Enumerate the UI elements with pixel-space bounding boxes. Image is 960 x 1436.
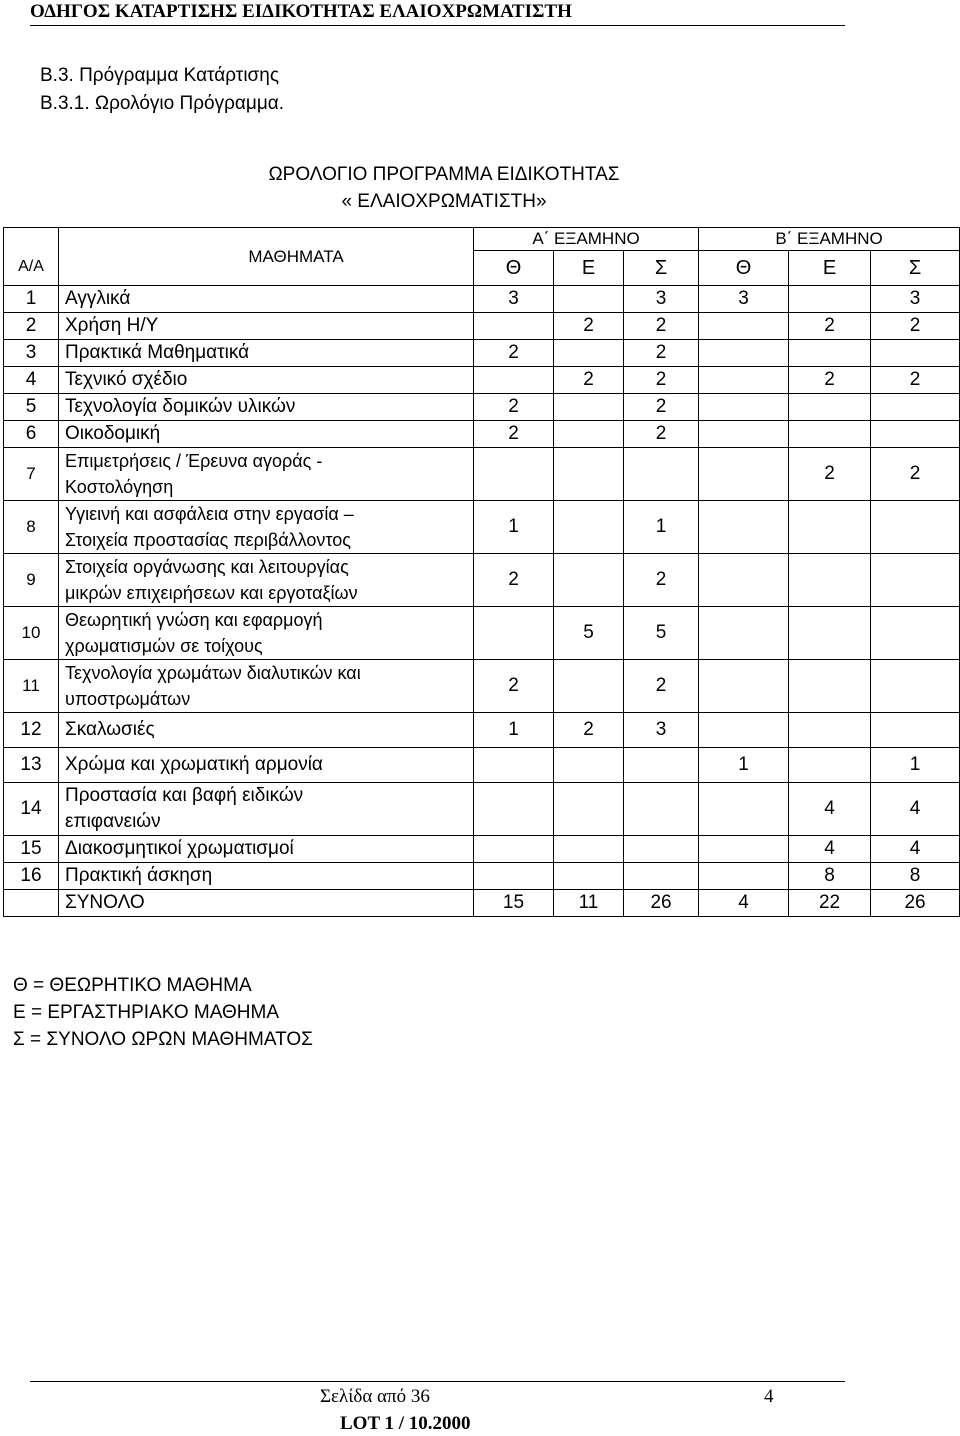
header-col-total-b: Σ <box>871 251 960 286</box>
hours-theory-a: 2 <box>474 421 554 448</box>
footer-page-number: 4 <box>764 1386 774 1407</box>
table-row <box>4 286 960 313</box>
header-col-theory-b: Θ <box>699 251 789 286</box>
subject-line2: Στοιχεία προστασίας περιβάλλοντος <box>65 530 351 550</box>
total-lab-a: 11 <box>554 890 624 917</box>
row-number: 6 <box>4 421 59 448</box>
table-title-line1: ΩΡΟΛΟΓΙΟ ΠΡΟΓΡΑΜΜΑ ΕΙΔΙΚΟΤΗΤΑΣ <box>268 164 620 185</box>
subject-cell <box>59 448 474 501</box>
hours-theory-b <box>699 367 789 394</box>
hours-theory-b <box>699 448 789 501</box>
subject-cell: Διακοσμητικοί χρωματισμοί <box>59 836 474 863</box>
subject-line2: χρωματισμών σε τοίχους <box>65 636 263 656</box>
table-row <box>4 607 960 660</box>
hours-total-a <box>624 783 699 836</box>
hours-total-a <box>624 863 699 890</box>
hours-total-b: 2 <box>871 313 960 340</box>
hours-lab-b <box>789 286 871 313</box>
hours-total-b: 1 <box>871 748 960 783</box>
hours-theory-b: 3 <box>699 286 789 313</box>
table-row <box>4 660 960 713</box>
legend-lab: Ε = ΕΡΓΑΣΤΗΡΙΑΚΟ ΜΑΘΗΜΑ <box>13 1002 280 1023</box>
hours-total-b: 2 <box>871 448 960 501</box>
hours-total-b <box>871 421 960 448</box>
hours-theory-b <box>699 340 789 367</box>
hours-theory-b <box>699 554 789 607</box>
hours-lab-a <box>554 394 624 421</box>
header-col-total-a: Σ <box>624 251 699 286</box>
hours-total-a: 2 <box>624 313 699 340</box>
hours-theory-a: 1 <box>474 501 554 554</box>
schedule-table <box>3 227 960 917</box>
subject-line1: Υγιεινή και ασφάλεια στην εργασία – <box>65 504 354 524</box>
subject-cell: Τεχνικό σχέδιο <box>59 367 474 394</box>
hours-theory-b <box>699 394 789 421</box>
hours-theory-a: 2 <box>474 394 554 421</box>
subject-cell <box>59 783 474 836</box>
hours-theory-b <box>699 607 789 660</box>
hours-total-b <box>871 501 960 554</box>
header-aa: Α/Α <box>4 228 59 286</box>
hours-total-b: 4 <box>871 836 960 863</box>
hours-total-a: 2 <box>624 554 699 607</box>
hours-theory-b <box>699 660 789 713</box>
hours-total-b <box>871 660 960 713</box>
table-row <box>4 421 960 448</box>
hours-total-a: 1 <box>624 501 699 554</box>
subject-cell: Πρακτική άσκηση <box>59 863 474 890</box>
subject-cell: Χρώμα και χρωματική αρμονία <box>59 748 474 783</box>
hours-total-a: 2 <box>624 660 699 713</box>
hours-lab-a <box>554 448 624 501</box>
hours-lab-a <box>554 421 624 448</box>
hours-theory-b <box>699 836 789 863</box>
row-number: 11 <box>4 660 59 713</box>
hours-total-a <box>624 748 699 783</box>
row-number: 1 <box>4 286 59 313</box>
header-semester-b: Β΄ ΕΞΑΜΗΝΟ <box>699 228 960 251</box>
row-number: 12 <box>4 713 59 748</box>
hours-lab-b: 4 <box>789 836 871 863</box>
hours-lab-a: 2 <box>554 713 624 748</box>
hours-lab-b <box>789 394 871 421</box>
hours-total-a: 2 <box>624 367 699 394</box>
hours-theory-a <box>474 863 554 890</box>
subject-cell <box>59 501 474 554</box>
hours-theory-a: 3 <box>474 286 554 313</box>
hours-lab-a: 2 <box>554 313 624 340</box>
hours-lab-a <box>554 836 624 863</box>
hours-lab-b <box>789 660 871 713</box>
hours-theory-a: 2 <box>474 660 554 713</box>
table-row <box>4 448 960 501</box>
row-number: 16 <box>4 863 59 890</box>
header-col-lab-a: Ε <box>554 251 624 286</box>
hours-total-a: 3 <box>624 286 699 313</box>
table-row <box>4 313 960 340</box>
section-heading: Β.3. Πρόγραμμα Κατάρτισης <box>40 65 279 86</box>
subject-line1: Τεχνολογία χρωμάτων διαλυτικών και <box>65 663 361 683</box>
header-semester-a: Α΄ ΕΞΑΜΗΝΟ <box>474 228 699 251</box>
subject-line1: Επιμετρήσεις / Έρευνα αγοράς - <box>65 451 323 471</box>
row-number: 8 <box>4 501 59 554</box>
header-col-theory-a: Θ <box>474 251 554 286</box>
hours-total-a: 2 <box>624 340 699 367</box>
document-running-header: ΟΔΗΓΟΣ ΚΑΤΑΡΤΙΣΗΣ ΕΙΔΙΚΟΤΗΤΑΣ ΕΛΑΙΟΧΡΩΜΑΤΙΣΤΗ <box>30 0 845 26</box>
subject-cell <box>59 660 474 713</box>
hours-theory-a <box>474 836 554 863</box>
hours-theory-b <box>699 501 789 554</box>
table-row <box>4 713 960 748</box>
hours-total-b <box>871 340 960 367</box>
subject-line2: επιφανειών <box>65 811 161 832</box>
header-col-lab-b: Ε <box>789 251 871 286</box>
hours-total-a: 2 <box>624 394 699 421</box>
row-number: 9 <box>4 554 59 607</box>
subject-line1: Προστασία και βαφή ειδικών <box>65 785 304 806</box>
hours-total-a: 3 <box>624 713 699 748</box>
total-row <box>4 890 960 917</box>
hours-theory-b <box>699 783 789 836</box>
total-total-b: 26 <box>871 890 960 917</box>
hours-total-b: 2 <box>871 367 960 394</box>
hours-theory-a <box>474 607 554 660</box>
hours-total-b: 8 <box>871 863 960 890</box>
hours-lab-a <box>554 501 624 554</box>
subject-cell: Οικοδομική <box>59 421 474 448</box>
hours-total-b <box>871 713 960 748</box>
total-row-empty-cell <box>4 890 59 917</box>
hours-theory-b <box>699 313 789 340</box>
subject-cell: Τεχνολογία δομικών υλικών <box>59 394 474 421</box>
hours-lab-b <box>789 421 871 448</box>
hours-theory-b: 1 <box>699 748 789 783</box>
hours-lab-b <box>789 713 871 748</box>
page-footer <box>30 1381 845 1434</box>
subject-line2: Κοστολόγηση <box>65 477 174 497</box>
hours-total-b: 4 <box>871 783 960 836</box>
subject-line1: Στοιχεία οργάνωσης και λειτουργίας <box>65 557 349 577</box>
total-theory-b: 4 <box>699 890 789 917</box>
hours-total-b <box>871 607 960 660</box>
hours-lab-a <box>554 340 624 367</box>
subject-cell: Χρήση Η/Υ <box>59 313 474 340</box>
subject-line2: μικρών επιχειρήσεων και εργοταξίων <box>65 583 358 603</box>
table-row <box>4 367 960 394</box>
hours-total-a: 2 <box>624 421 699 448</box>
subsection-heading: Β.3.1. Ωρολόγιο Πρόγραμμα. <box>40 93 285 114</box>
legend <box>13 972 313 1053</box>
hours-theory-b <box>699 713 789 748</box>
hours-lab-a <box>554 748 624 783</box>
hours-lab-a: 2 <box>554 367 624 394</box>
table-row <box>4 501 960 554</box>
legend-theory: Θ = ΘΕΩΡΗΤΙΚΟ ΜΑΘΗΜΑ <box>13 975 252 996</box>
hours-lab-b: 2 <box>789 313 871 340</box>
hours-theory-a <box>474 748 554 783</box>
row-number: 5 <box>4 394 59 421</box>
hours-lab-b <box>789 554 871 607</box>
subject-line2: υποστρωμάτων <box>65 689 191 709</box>
subject-cell <box>59 607 474 660</box>
total-label: ΣΥΝΟΛΟ <box>59 890 474 917</box>
footer-lot: LOT 1 / 10.2000 <box>340 1413 471 1434</box>
legend-total: Σ = ΣΥΝΟΛΟ ΩΡΩΝ ΜΑΘΗΜΑΤΟΣ <box>13 1029 313 1050</box>
subject-cell: Σκαλωσιές <box>59 713 474 748</box>
hours-theory-a <box>474 783 554 836</box>
hours-total-b <box>871 394 960 421</box>
hours-lab-b <box>789 340 871 367</box>
subject-cell <box>59 554 474 607</box>
hours-lab-b: 2 <box>789 448 871 501</box>
subject-cell: Αγγλικά <box>59 286 474 313</box>
hours-lab-b <box>789 607 871 660</box>
hours-lab-a <box>554 783 624 836</box>
table-row <box>4 836 960 863</box>
table-row <box>4 340 960 367</box>
hours-lab-a <box>554 863 624 890</box>
hours-lab-a <box>554 660 624 713</box>
hours-theory-a: 2 <box>474 340 554 367</box>
row-number: 7 <box>4 448 59 501</box>
hours-lab-b <box>789 748 871 783</box>
hours-total-b <box>871 554 960 607</box>
hours-lab-a: 5 <box>554 607 624 660</box>
row-number: 10 <box>4 607 59 660</box>
table-row <box>4 748 960 783</box>
hours-lab-b: 4 <box>789 783 871 836</box>
total-total-a: 26 <box>624 890 699 917</box>
hours-total-a <box>624 836 699 863</box>
total-theory-a: 15 <box>474 890 554 917</box>
header-subjects: ΜΑΘΗΜΑΤΑ <box>59 228 474 286</box>
footer-page-label: Σελίδα από 36 <box>320 1386 430 1407</box>
hours-theory-a <box>474 313 554 340</box>
hours-lab-a <box>554 286 624 313</box>
row-number: 3 <box>4 340 59 367</box>
row-number: 14 <box>4 783 59 836</box>
table-row <box>4 394 960 421</box>
hours-lab-b: 2 <box>789 367 871 394</box>
hours-theory-b <box>699 863 789 890</box>
row-number: 2 <box>4 313 59 340</box>
hours-theory-b <box>699 421 789 448</box>
table-title-line2: « ΕΛΑΙΟΧΡΩΜΑΤΙΣΤΗ» <box>341 191 547 212</box>
hours-total-a: 5 <box>624 607 699 660</box>
row-number: 13 <box>4 748 59 783</box>
hours-lab-b: 8 <box>789 863 871 890</box>
table-row <box>4 863 960 890</box>
total-lab-b: 22 <box>789 890 871 917</box>
row-number: 4 <box>4 367 59 394</box>
hours-total-b: 3 <box>871 286 960 313</box>
row-number: 15 <box>4 836 59 863</box>
hours-theory-a <box>474 448 554 501</box>
hours-lab-b <box>789 501 871 554</box>
hours-theory-a: 1 <box>474 713 554 748</box>
hours-theory-a <box>474 367 554 394</box>
hours-lab-a <box>554 554 624 607</box>
table-row <box>4 783 960 836</box>
subject-line1: Θεωρητική γνώση και εφαρμογή <box>65 610 323 630</box>
hours-theory-a: 2 <box>474 554 554 607</box>
subject-cell: Πρακτικά Μαθηματικά <box>59 340 474 367</box>
hours-total-a <box>624 448 699 501</box>
table-row <box>4 554 960 607</box>
